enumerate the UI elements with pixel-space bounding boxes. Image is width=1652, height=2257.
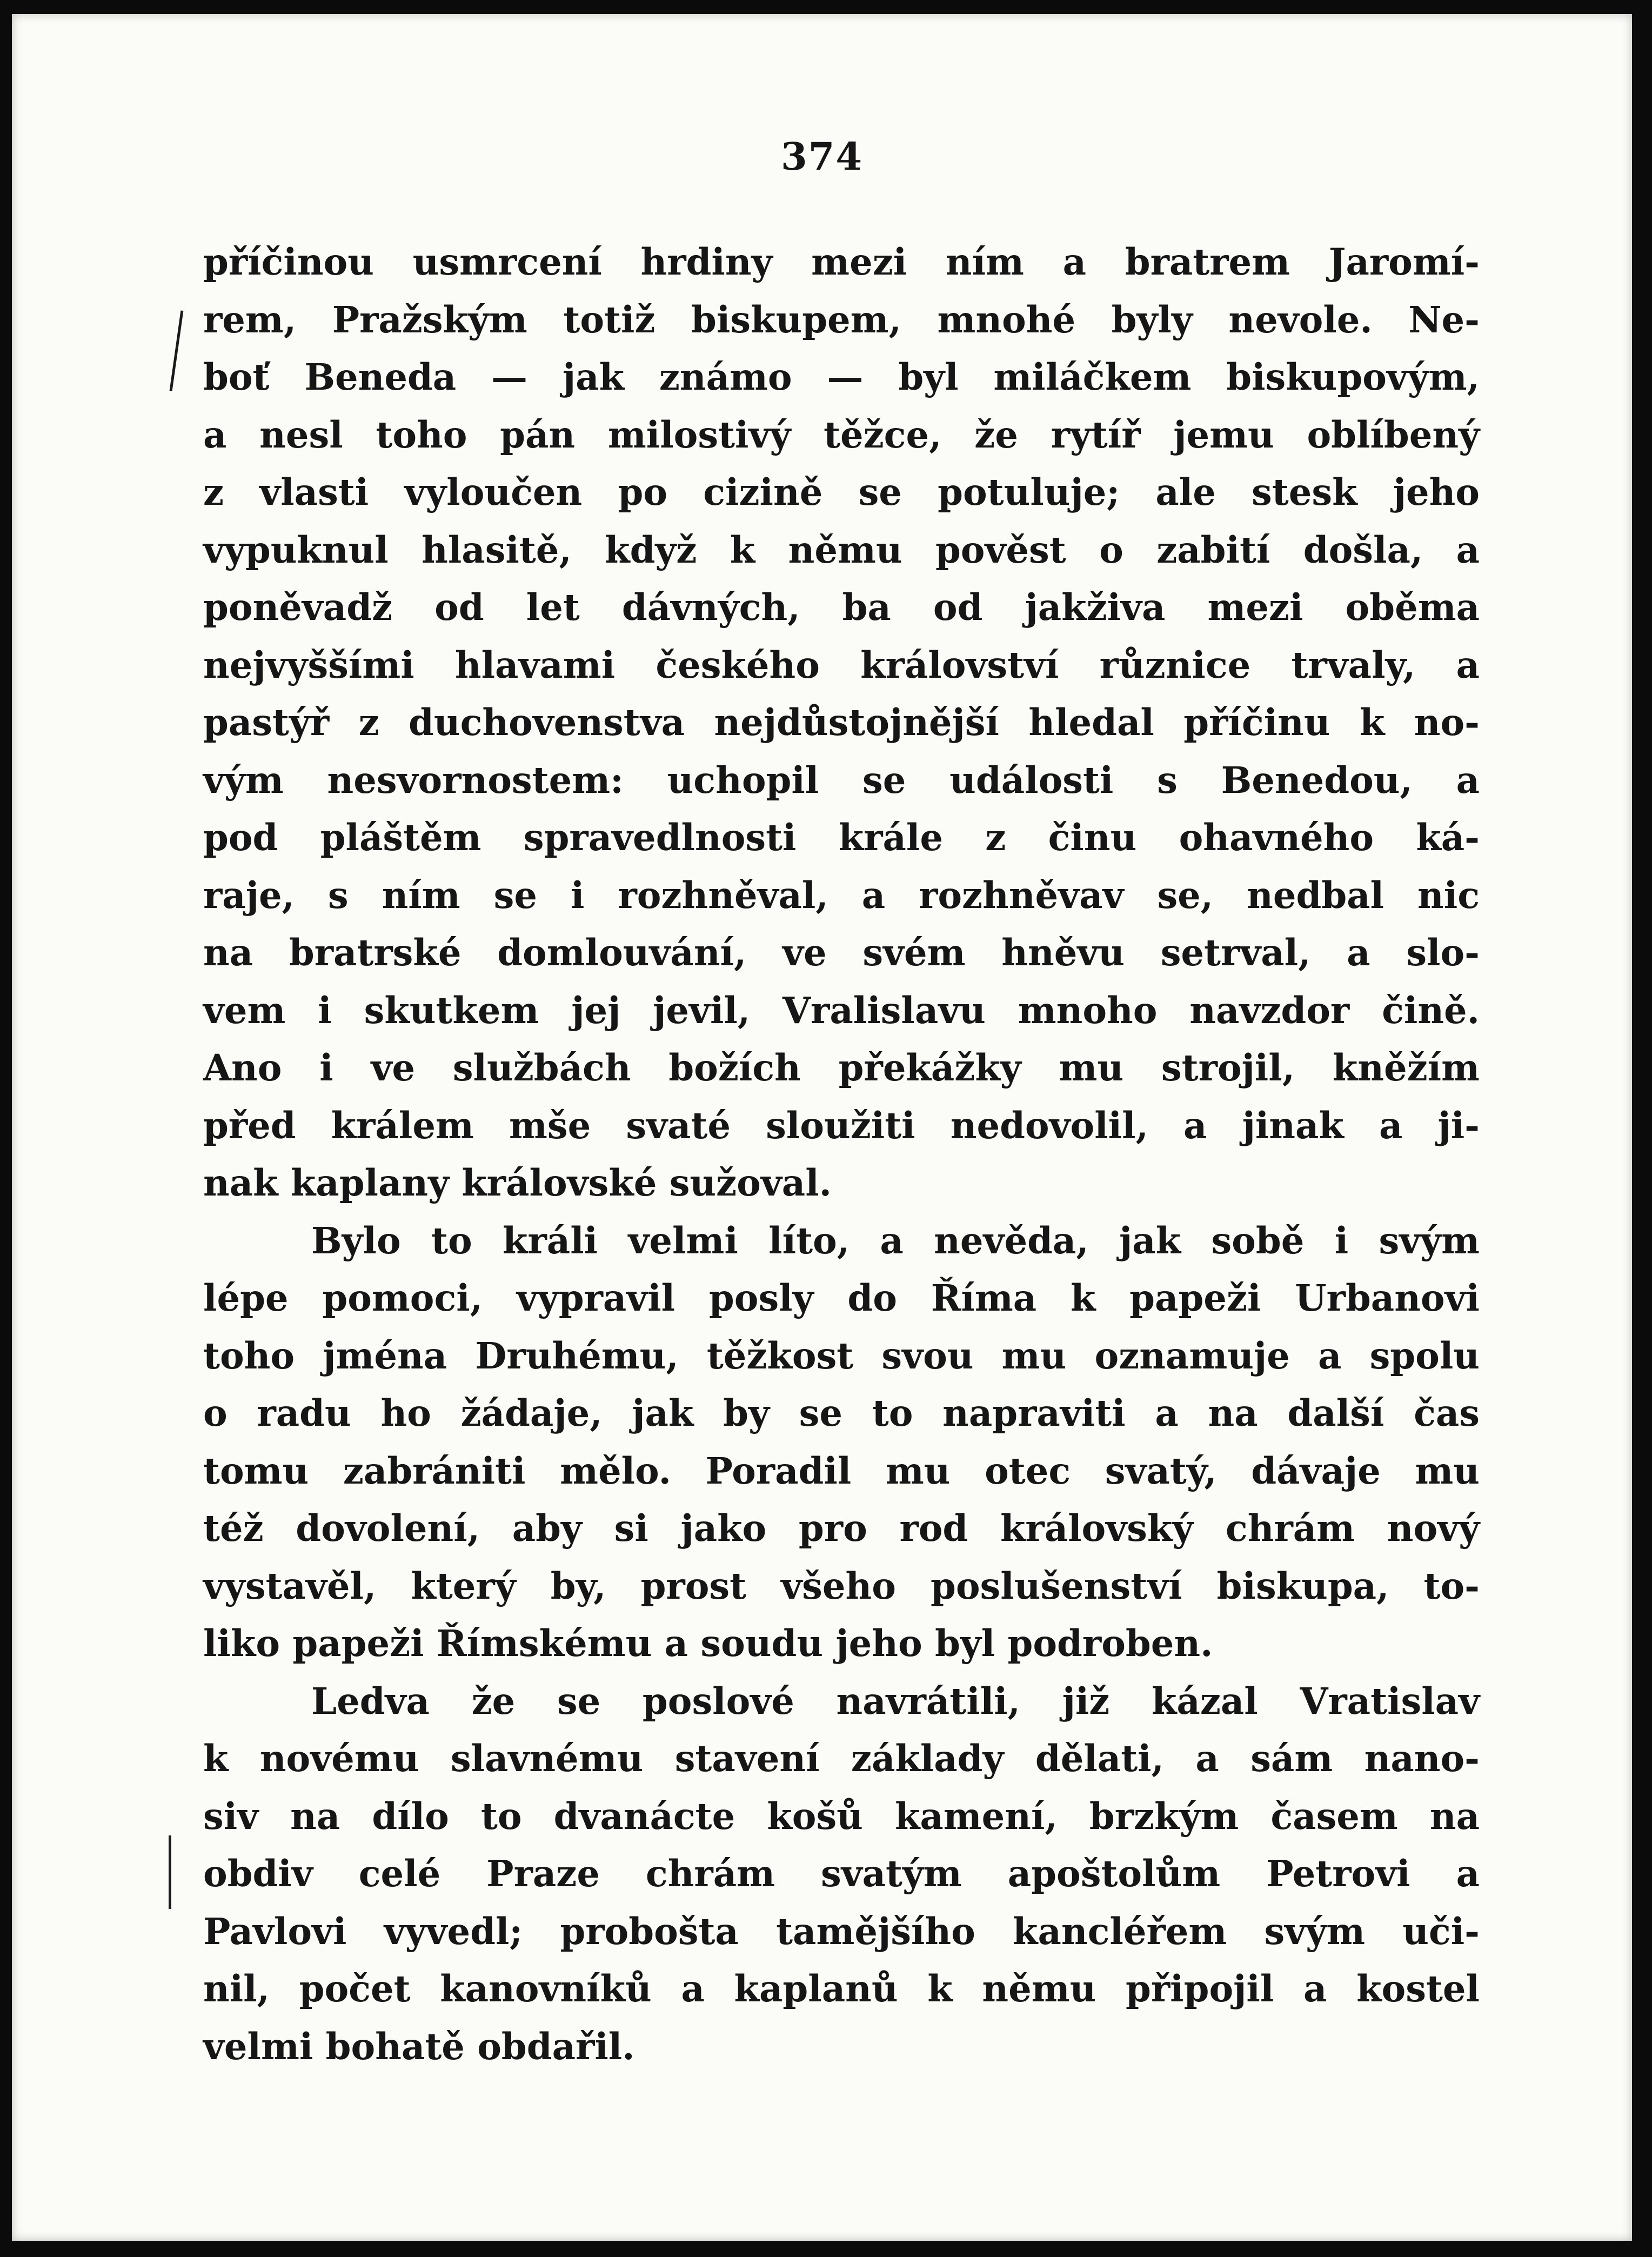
text-line: tomu zabrániti mělo. Poradil mu otec svatý, dávaje mu [203,1449,1480,1492]
margin-mark-bottom [169,1835,171,1909]
text-line: Ano i ve službách božích překážky mu strojil, kněžím [203,1046,1480,1089]
text-line: nil, počet kanovníků a kaplanů k němu připojil a kostel [203,1967,1480,2010]
text-line: před králem mše svaté sloužiti nedovolil, a jinak a ji- [203,1104,1480,1147]
paragraph-start-line: Ledva že se poslové navrátili, již kázal Vratislav [311,1679,1480,1722]
text-line: vystavěl, který by, prost všeho poslušenství biskupa, to- [203,1564,1480,1607]
text-line: a nesl toho pán milostivý těžce, že rytíř jemu oblíbený [203,413,1480,456]
text-line: raje, s ním se i rozhněval, a rozhněvav se, nedbal nic [203,873,1480,917]
text-line: nejvyššími hlavami českého království různice trvaly, a [203,643,1480,686]
text-line: rem, Pražským totiž biskupem, mnohé byly nevole. Ne- [203,298,1480,341]
text-line: boť Beneda — jak známo — byl miláčkem biskupovým, [203,356,1480,398]
text-line: siv na dílo to dvanácte košů kamení, brzkým časem na [203,1794,1480,1838]
text-line: na bratrské domlouvání, ve svém hněvu setrval, a slo- [203,931,1480,974]
text-line: toho jména Druhému, těžkost svou mu oznamuje a spolu [203,1334,1480,1377]
text-line: příčinou usmrcení hrdiny mezi ním a bratrem Jaromí- [203,241,1480,283]
text-line: k novému slavnému stavení základy dělati, a sám nano- [203,1737,1480,1780]
text-line: vým nesvornostem: uchopil se události s Benedou, a [203,758,1480,802]
paragraph-end-line: nak kaplany královské sužoval. [203,1161,832,1204]
paragraph-end-line: liko papeži Římskému a soudu jeho byl podroben. [203,1622,1213,1665]
body-text [203,233,1480,2075]
text-line: vem i skutkem jej jevil, Vralislavu mnoho navzdor čině. [203,989,1480,1032]
text-line: obdiv celé Praze chrám svatým apoštolům Petrovi a [203,1852,1480,1895]
text-line: lépe pomoci, vypravil posly do Říma k papeži Urbanovi [203,1277,1480,1319]
text-line: poněvadž od let dávných, ba od jakživa mezi oběma [203,586,1480,629]
text-line: o radu ho žádaje, jak by se to napraviti a na další čas [203,1392,1480,1434]
text-line: z vlasti vyloučen po cizině se potuluje; ale stesk jeho [203,471,1480,513]
margin-mark-top [170,310,184,391]
paragraph-end-line: velmi bohatě obdařil. [203,2025,635,2068]
page-number: 374 [780,134,864,179]
text-line: pastýř z duchovenstva nejdůstojnější hledal příčinu k no- [203,701,1480,744]
paragraph-start-line: Bylo to králi velmi líto, a nevěda, jak sobě i svým [311,1219,1480,1262]
text-line: též dovolení, aby si jako pro rod královský chrám nový [203,1507,1480,1550]
text-line: vypuknul hlasitě, když k němu pověst o zabití došla, a [203,528,1480,571]
book-page [12,14,1632,2241]
text-line: Pavlovi vyvedl; probošta tamějšího kancléřem svým uči- [203,1909,1480,1953]
text-line: pod pláštěm spravedlnosti krále z činu ohavného ká- [203,816,1480,859]
